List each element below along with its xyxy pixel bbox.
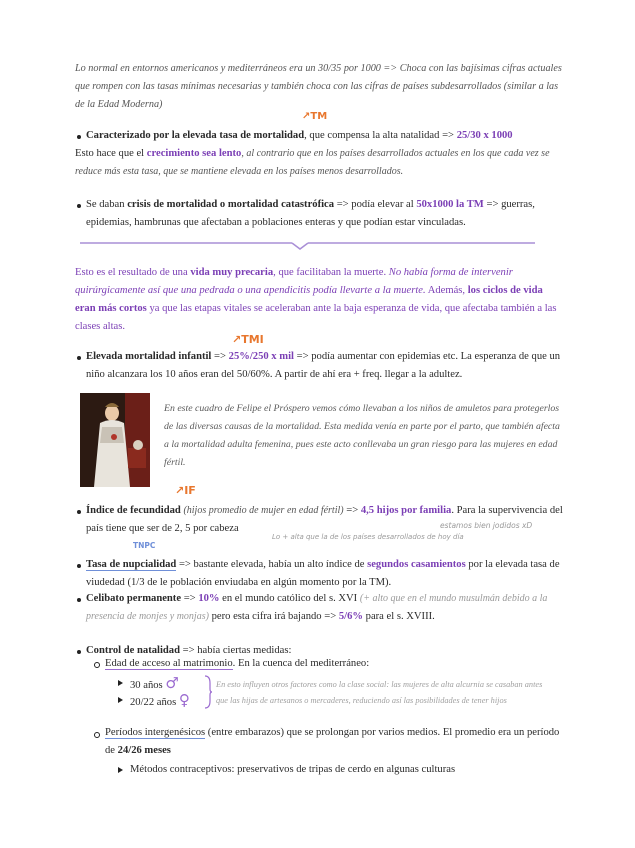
age-note: En esto influyen otros factores como la clase social: las mujeres de alta alcurnia se casaban antes que las hijas de artesanos o mercaderes, reduciendo así las posibilidades de tener hijos [216, 680, 543, 705]
precarious-c: , que facilitaban la muerte. [273, 267, 387, 278]
sub-bullet [94, 662, 100, 668]
celibacy-rest3: para el s. XVIII. [365, 611, 435, 622]
mortality-rate-text: , que compensa la alta natalidad => [304, 130, 455, 141]
infant-mortality-label: Elevada mortalidad infantil [86, 351, 212, 362]
marriage-age-label: Edad de acceso al matrimonio [105, 658, 233, 669]
celibacy-faint: (+ alto que en el mundo musulmán debido a la presencia de monjes y monjas) [86, 593, 548, 622]
celibacy-value: 10% [198, 593, 220, 604]
precarious-f: los ciclos de vida eran más cortos [75, 285, 543, 314]
intergenesic-item [105, 724, 565, 760]
female-symbol-icon: ♀ [178, 691, 190, 709]
nuptiality-rest: por la elevada tasa de viudedad (1/3 de le población enviudaba en algún momento por la TM). [86, 559, 560, 588]
nuptiality-item [86, 556, 566, 592]
celibacy-label: Celibato permanente [86, 593, 182, 604]
tnpc-annotation: TNPC [133, 541, 156, 550]
marriage-age-item [105, 655, 565, 673]
female-age [130, 691, 190, 712]
marriage-age-rest: . En la cuenca del mediterráneo: [232, 658, 370, 669]
arrow-bullet [118, 697, 123, 703]
celibacy-arrow: => [183, 593, 196, 604]
birth-control-rest: => había ciertas medidas: [182, 645, 292, 656]
fertility-label: Índice de fecundidad [86, 505, 181, 516]
celibacy-rest2: pero esta cifra irá bajando => [211, 611, 337, 622]
crisis-pre: Se daban [86, 199, 125, 210]
intergenesic-label: Períodos intergenésicos [105, 727, 206, 738]
male-age-value: 30 años [130, 680, 163, 691]
celibacy-rest: en el mundo católico del s. XVI [222, 593, 358, 604]
bullet-dot [77, 650, 81, 654]
precarious-a: Esto es el resultado de una [75, 267, 188, 278]
handwritten-note-1: estamos bien jodidos xD [440, 521, 533, 530]
intergenesic-value: 24/26 meses [117, 745, 171, 756]
birth-control-label: Control de natalidad [86, 645, 180, 656]
bullet-dot [77, 356, 81, 360]
bullet-dot [77, 598, 81, 602]
bullet-dot [77, 510, 81, 514]
slow-growth-pre: Esto hace que el [75, 148, 145, 159]
crisis-mid: => podía elevar al [336, 199, 414, 210]
painting-figure-icon [80, 393, 150, 487]
mortality-rate-label: Caracterizado por la elevada tasa de mortalidad [86, 130, 305, 141]
infant-mortality-arrow: => [214, 351, 226, 362]
fertility-value: 4,5 hijos por familia [360, 505, 452, 516]
bullet-dot [77, 135, 81, 139]
celibacy-value2: 5/6% [338, 611, 363, 622]
contraceptive-item: Métodos contraceptivos: preservativos de tripas de cerdo en algunas culturas [130, 764, 456, 775]
crisis-item [86, 196, 566, 232]
crisis-bold: crisis de mortalidad o mortalidad catastrófica [127, 199, 335, 210]
tm-annotation: ↗TM [302, 111, 328, 122]
mortality-rate-value: 25/30 x 1000 [456, 130, 513, 141]
precarious-b: vida muy precaria [190, 267, 274, 278]
infant-mortality-value: 25%/250 x mil [228, 351, 294, 362]
precarious-e: Además, [427, 285, 466, 296]
if-annotation: ↗IF [175, 484, 196, 497]
section-divider [80, 237, 535, 251]
slow-growth-highlight: crecimiento sea lento [146, 148, 242, 159]
bullet-dot [77, 204, 81, 208]
infant-mortality-rest: => podía aumentar con epidemias etc. La esperanza de que un niño alcanzara los 10 años eran del 50/60%. A partir de ahí era + freq. llegar a la adultez. [86, 351, 561, 380]
painting-caption: En este cuadro de Felipe el Próspero vemos cómo llevaban a los niños de amuletos para protegerlos de las diversas causas de la mortalidad. Esta medida venía en parte por el parto, que también afecta a la mortalidad adulta femenina, pues este acto conllevaba un gran riesgo para las mujeres en edad fértil. [164, 403, 560, 468]
fertility-paren: (hijos promedio de mujer en edad fértil) [183, 505, 344, 516]
arrow-bullet [118, 767, 123, 773]
tm-arrow-icon: ↗ [302, 111, 311, 122]
slow-growth-rest: , al contrario que en los países desarrollados actuales en los que cada vez se reduce más esta tasa, que se mantiene elevada en los países menos desarrollados. [75, 148, 550, 177]
fertility-rest: . Para la supervivencia del país tiene que ser de 2, 5 por cabeza [86, 505, 563, 534]
if-arrow-icon: ↗ [175, 484, 185, 497]
male-symbol-icon: ♂ [165, 674, 179, 692]
tmi-arrow-icon: ↗ [232, 333, 242, 346]
brace-icon [203, 675, 213, 709]
intergenesic-rest: (entre embarazos) que se prolongan por varios medios. El promedio era un período de [105, 727, 560, 756]
fertility-arrow: => [346, 505, 359, 516]
handwritten-note-2: Lo + alta que la de los países desarrollados de hoy día [272, 533, 464, 541]
nuptiality-mid: => bastante elevada, había un alto índice de [178, 559, 365, 570]
intro-paragraph: Lo normal en entornos americanos y mediterráneos era un 30/35 por 1000 => Choca con las bajísimas cifras actuales que rompen con las tasas mínimas necesarias y también choca con las cifras de países subdesarrollados (similar a las de la Edad Moderna) [75, 63, 562, 110]
bullet-dot [77, 564, 81, 568]
crisis-value: 50x1000 la TM [416, 199, 484, 210]
precarious-d: No había forma de intervenir quirúrgicamente así que una pedrada o una apendicitis podía llevarte a la muerte. [75, 267, 513, 296]
arrow-bullet [118, 680, 123, 686]
celibacy-item [86, 590, 566, 626]
female-age-value: 20/22 años [130, 697, 177, 708]
precarious-life-paragraph [75, 264, 565, 336]
tmi-annotation: ↗TMI [232, 333, 264, 346]
crisis-rest: => guerras, epidemias, hambrunas que afectaban a poblaciones enteras y que podían estar vinculadas. [86, 199, 535, 228]
sub-bullet [94, 732, 100, 738]
infant-mortality-item [86, 348, 566, 384]
mortality-rate-item [86, 127, 566, 145]
nuptiality-value: segundos casamientos [367, 559, 466, 570]
precarious-g: ya que las etapas vitales se aceleraban ante la baja esperanza de vida, que afectaba también a las clases altas. [75, 303, 557, 332]
nuptiality-label: Tasa de nupcialidad [86, 559, 177, 570]
painting-image [80, 393, 150, 487]
slow-growth-paragraph [75, 145, 565, 181]
